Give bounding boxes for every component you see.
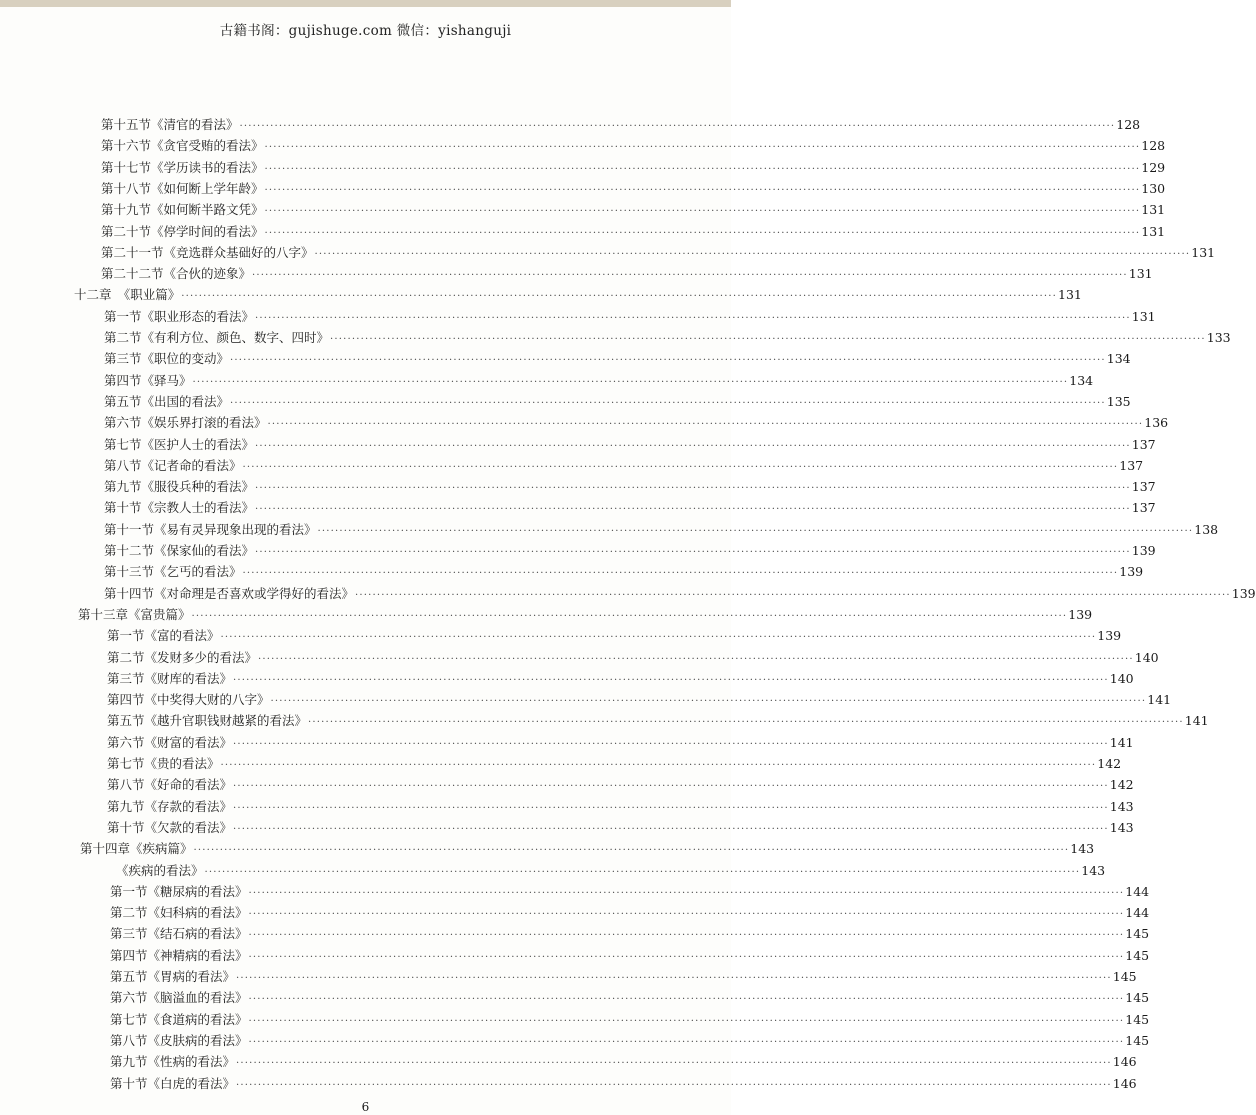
- toc-entry-title: 第七节《食道病的看法》: [110, 1012, 248, 1027]
- toc-entry-title: 第十三章《富贵篇》: [78, 607, 191, 622]
- toc-entry-page: 145: [1125, 926, 1150, 941]
- toc-entry: [104, 368, 1094, 388]
- toc-entry-page: 139: [1231, 586, 1256, 601]
- toc-entry-title: 第三节《职位的变动》: [104, 351, 230, 366]
- toc-leader-dots: ........................................................................................................................................................................................................: [255, 501, 1131, 512]
- toc-entry-title: 第五节《出国的看法》: [104, 394, 230, 409]
- toc-entry-page: 139: [1068, 607, 1093, 622]
- toc-entry-page: 140: [1109, 671, 1134, 686]
- toc-entry: [110, 900, 1150, 920]
- toc-entry: [101, 219, 1166, 239]
- toc-entry-title: 《疾病的看法》: [116, 863, 204, 878]
- toc-leader-dots: ........................................................................................................................................................................................................: [236, 970, 1112, 981]
- toc-leader-dots: ........................................................................................................................................................................................................: [264, 161, 1141, 172]
- toc-entry: [104, 304, 1156, 324]
- toc-leader-dots: ........................................................................................................................................................................................................: [220, 757, 1097, 768]
- toc-entry-title: 第四节《中奖得大财的八字》: [107, 692, 270, 707]
- toc-entry-page: 131: [1141, 224, 1166, 239]
- toc-entry-title: 第三节《结石病的看法》: [110, 926, 248, 941]
- toc-leader-dots: ........................................................................................................................................................................................................: [267, 416, 1144, 427]
- page-header: 古籍书阁：gujishuge.com 微信：yishanguji: [219, 23, 512, 39]
- toc-entry-title: 第八节《记者命的看法》: [104, 458, 242, 473]
- toc-entry-title: 第十一节《易有灵异现象出现的看法》: [104, 522, 317, 537]
- toc-entry: [104, 474, 1156, 494]
- toc-leader-dots: ........................................................................................................................................................................................................: [258, 651, 1134, 662]
- toc-entry-title: 第十九节《如何断半路文凭》: [101, 202, 264, 217]
- toc-entry-title: 第二十节《停学时间的看法》: [101, 224, 264, 239]
- toc-entry: [104, 432, 1156, 452]
- toc-entry-title: 第八节《好命的看法》: [107, 777, 233, 792]
- toc-entry-title: 第四节《驿马》: [104, 373, 192, 388]
- toc-leader-dots: ........................................................................................................................................................................................................: [248, 1034, 1125, 1045]
- toc-entry-title: 第二节《发财多少的看法》: [107, 650, 258, 665]
- toc-entry-page: 131: [1141, 202, 1166, 217]
- toc-entry-title: 第六节《财富的看法》: [107, 735, 233, 750]
- toc-entry: [101, 176, 1166, 196]
- top-border-strip: [0, 0, 731, 7]
- toc-leader-dots: ........................................................................................................................................................................................................: [204, 864, 1081, 875]
- toc-leader-dots: ........................................................................................................................................................................................................: [264, 139, 1141, 150]
- toc-leader-dots: ........................................................................................................................................................................................................: [233, 800, 1109, 811]
- toc-entry-title: 第二节《有利方位、颜色、数字、四时》: [104, 330, 330, 345]
- toc-entry: [116, 858, 1106, 878]
- toc-entry: [104, 389, 1131, 409]
- toc-entry: [107, 645, 1159, 665]
- toc-entry-title: 第一节《职业形态的看法》: [104, 309, 255, 324]
- toc-entry-page: 139: [1097, 628, 1122, 643]
- toc-leader-dots: ........................................................................................................................................................................................................: [248, 927, 1125, 938]
- toc-leader-dots: ........................................................................................................................................................................................................: [236, 1055, 1112, 1066]
- toc-entry-page: 137: [1131, 479, 1156, 494]
- toc-leader-dots: ........................................................................................................................................................................................................: [248, 1013, 1125, 1024]
- toc-entry-title: 第七节《贵的看法》: [107, 756, 220, 771]
- toc-entry: [110, 879, 1150, 899]
- toc-leader-dots: ........................................................................................................................................................................................................: [248, 991, 1125, 1002]
- toc-entry-title: 第九节《存款的看法》: [107, 799, 233, 814]
- toc-entry-page: 131: [1191, 245, 1216, 260]
- toc-entry: [107, 666, 1134, 686]
- toc-entry-title: 第二十二节《合伙的迹象》: [101, 266, 252, 281]
- toc-entry: [101, 112, 1141, 132]
- toc-entry-title: 第十节《欠款的看法》: [107, 820, 233, 835]
- toc-entry-title: 第二节《妇科病的看法》: [110, 905, 248, 920]
- toc-entry-page: 139: [1131, 543, 1156, 558]
- toc-entry-page: 144: [1125, 884, 1150, 899]
- toc-entry: [101, 240, 1216, 260]
- toc-entry: [110, 1028, 1150, 1048]
- toc-entry-page: 141: [1184, 713, 1209, 728]
- toc-entry-page: 130: [1141, 181, 1166, 196]
- toc-leader-dots: ........................................................................................................................................................................................................: [264, 203, 1141, 214]
- toc-entry: [107, 623, 1122, 643]
- toc-entry-page: 143: [1081, 863, 1106, 878]
- toc-entry-page: 137: [1131, 437, 1156, 452]
- toc-entry-title: 第十七节《学历读书的看法》: [101, 160, 264, 175]
- toc-entry-page: 143: [1109, 799, 1134, 814]
- toc-entry: [104, 410, 1169, 430]
- toc-entry: [107, 815, 1134, 835]
- toc-entry-page: 136: [1144, 415, 1169, 430]
- toc-entry-page: 145: [1125, 1033, 1150, 1048]
- toc-entry-title: 第十节《白虎的看法》: [110, 1076, 236, 1091]
- toc-entry-page: 141: [1109, 735, 1134, 750]
- toc-entry: [110, 1007, 1150, 1027]
- toc-entry-page: 145: [1125, 990, 1150, 1005]
- toc-entry-page: 134: [1069, 373, 1094, 388]
- toc-entry-title: 第十三节《乞丐的看法》: [104, 564, 242, 579]
- toc-entry-title: 第四节《神精病的看法》: [110, 948, 248, 963]
- toc-leader-dots: ........................................................................................................................................................................................................: [233, 736, 1109, 747]
- toc-leader-dots: ........................................................................................................................................................................................................: [236, 1077, 1112, 1088]
- toc-leader-dots: ........................................................................................................................................................................................................: [264, 182, 1141, 193]
- toc-entry-page: 141: [1147, 692, 1172, 707]
- toc-entry-page: 128: [1141, 138, 1166, 153]
- toc-leader-dots: ........................................................................................................................................................................................................: [317, 523, 1194, 534]
- toc-entry-page: 145: [1125, 1012, 1150, 1027]
- toc-entry-page: 133: [1206, 330, 1231, 345]
- toc-entry-title: 第九节《性病的看法》: [110, 1054, 236, 1069]
- toc-entry-title: 十二章 《职业篇》: [74, 287, 181, 302]
- toc-leader-dots: ........................................................................................................................................................................................................: [233, 672, 1109, 683]
- toc-leader-dots: ........................................................................................................................................................................................................: [242, 565, 1119, 576]
- page-number: 6: [361, 1100, 370, 1114]
- toc-entry: [110, 985, 1150, 1005]
- toc-leader-dots: ........................................................................................................................................................................................................: [255, 438, 1131, 449]
- toc-leader-dots: ........................................................................................................................................................................................................: [242, 459, 1119, 470]
- toc-entry: [104, 325, 1231, 345]
- toc-leader-dots: ........................................................................................................................................................................................................: [255, 480, 1131, 491]
- toc-entry-title: 第五节《越升官职钱财越紧的看法》: [107, 713, 308, 728]
- toc-entry: [110, 921, 1150, 941]
- toc-entry: [107, 687, 1172, 707]
- toc-entry-title: 第三节《财库的看法》: [107, 671, 233, 686]
- toc-entry-page: 142: [1097, 756, 1122, 771]
- toc-entry-page: 134: [1106, 351, 1131, 366]
- toc-leader-dots: ........................................................................................................................................................................................................: [314, 246, 1191, 257]
- toc-entry-title: 第十四章《疾病篇》: [80, 841, 193, 856]
- toc-entry-page: 145: [1112, 969, 1137, 984]
- toc-entry: [104, 495, 1156, 515]
- toc-entry-page: 144: [1125, 905, 1150, 920]
- toc-leader-dots: ........................................................................................................................................................................................................: [193, 842, 1070, 853]
- toc-entry-page: 143: [1109, 820, 1134, 835]
- toc-entry-page: 139: [1119, 564, 1144, 579]
- toc-entry: [78, 602, 1093, 622]
- toc-leader-dots: ........................................................................................................................................................................................................: [255, 310, 1131, 321]
- toc-entry-page: 131: [1058, 287, 1082, 302]
- toc-entry: [101, 261, 1153, 281]
- toc-leader-dots: ........................................................................................................................................................................................................: [220, 629, 1097, 640]
- toc-entry-title: 第五节《胃病的看法》: [110, 969, 236, 984]
- toc-entry-title: 第六节《娱乐界打滚的看法》: [104, 415, 267, 430]
- toc-entry: [101, 155, 1166, 175]
- toc-entry-page: 145: [1125, 948, 1150, 963]
- toc-leader-dots: ........................................................................................................................................................................................................: [230, 395, 1106, 406]
- toc-leader-dots: ........................................................................................................................................................................................................: [181, 288, 1058, 299]
- toc-entry: [101, 133, 1166, 153]
- toc-leader-dots: ........................................................................................................................................................................................................: [308, 714, 1184, 725]
- toc-entry: [110, 943, 1150, 963]
- toc-entry: [104, 538, 1156, 558]
- toc-entry-page: 137: [1131, 500, 1156, 515]
- toc-leader-dots: ........................................................................................................................................................................................................: [230, 352, 1106, 363]
- toc-leader-dots: ........................................................................................................................................................................................................: [355, 587, 1231, 598]
- toc-entry-title: 第八节《皮肤病的看法》: [110, 1033, 248, 1048]
- toc-leader-dots: ........................................................................................................................................................................................................: [233, 821, 1109, 832]
- toc-entry: [107, 751, 1122, 771]
- toc-entry: [110, 1071, 1137, 1091]
- toc-entry-title: 第十六节《贪官受贿的看法》: [101, 138, 264, 153]
- toc-entry: [74, 282, 1082, 302]
- toc-entry-page: 131: [1128, 266, 1153, 281]
- toc-entry-title: 第十八节《如何断上学年龄》: [101, 181, 264, 196]
- toc-leader-dots: ........................................................................................................................................................................................................: [192, 374, 1069, 385]
- toc-entry: [104, 581, 1256, 601]
- toc-leader-dots: ........................................................................................................................................................................................................: [270, 693, 1147, 704]
- toc-entry: [104, 346, 1131, 366]
- toc-entry: [110, 1049, 1137, 1069]
- toc-entry-page: 146: [1112, 1054, 1137, 1069]
- toc-entry-title: 第二十一节《竞选群众基础好的八字》: [101, 245, 314, 260]
- toc-leader-dots: ........................................................................................................................................................................................................: [264, 225, 1141, 236]
- toc-leader-dots: ........................................................................................................................................................................................................: [330, 331, 1206, 342]
- toc-leader-dots: ........................................................................................................................................................................................................: [239, 118, 1116, 129]
- toc-entry: [104, 517, 1219, 537]
- toc-entry-page: 135: [1106, 394, 1131, 409]
- toc-entry: [80, 836, 1095, 856]
- toc-entry: [107, 772, 1134, 792]
- toc-entry-title: 第九节《服役兵种的看法》: [104, 479, 255, 494]
- toc-entry-page: 138: [1194, 522, 1219, 537]
- toc-entry: [110, 964, 1137, 984]
- toc-leader-dots: ........................................................................................................................................................................................................: [233, 778, 1109, 789]
- toc-entry-title: 第十节《宗教人士的看法》: [104, 500, 255, 515]
- toc-entry-page: 137: [1119, 458, 1144, 473]
- toc-entry-title: 第十五节《清官的看法》: [101, 117, 239, 132]
- toc-leader-dots: ........................................................................................................................................................................................................: [248, 885, 1125, 896]
- toc-leader-dots: ........................................................................................................................................................................................................: [191, 608, 1068, 619]
- toc-entry-title: 第十二节《保家仙的看法》: [104, 543, 255, 558]
- toc-entry-page: 146: [1112, 1076, 1137, 1091]
- toc-entry-page: 131: [1131, 309, 1156, 324]
- toc-entry-title: 第十四节《对命理是否喜欢或学得好的看法》: [104, 586, 355, 601]
- toc-entry: [101, 197, 1166, 217]
- toc-entry: [107, 794, 1134, 814]
- toc-entry-title: 第七节《医护人士的看法》: [104, 437, 255, 452]
- toc-entry: [104, 453, 1144, 473]
- toc-entry: [107, 730, 1134, 750]
- toc-leader-dots: ........................................................................................................................................................................................................: [255, 544, 1131, 555]
- toc-entry-page: 143: [1070, 841, 1095, 856]
- toc-entry-page: 129: [1141, 160, 1166, 175]
- toc-leader-dots: ........................................................................................................................................................................................................: [252, 267, 1128, 278]
- toc-entry-page: 140: [1134, 650, 1159, 665]
- toc-entry-title: 第六节《脑溢血的看法》: [110, 990, 248, 1005]
- toc-leader-dots: ........................................................................................................................................................................................................: [248, 949, 1125, 960]
- toc-leader-dots: ........................................................................................................................................................................................................: [248, 906, 1125, 917]
- toc-entry-page: 128: [1116, 117, 1141, 132]
- toc-entry: [107, 708, 1209, 728]
- toc-entry-page: 142: [1109, 777, 1134, 792]
- toc-entry-title: 第一节《富的看法》: [107, 628, 220, 643]
- toc-entry: [104, 559, 1144, 579]
- toc-entry-title: 第一节《糖尿病的看法》: [110, 884, 248, 899]
